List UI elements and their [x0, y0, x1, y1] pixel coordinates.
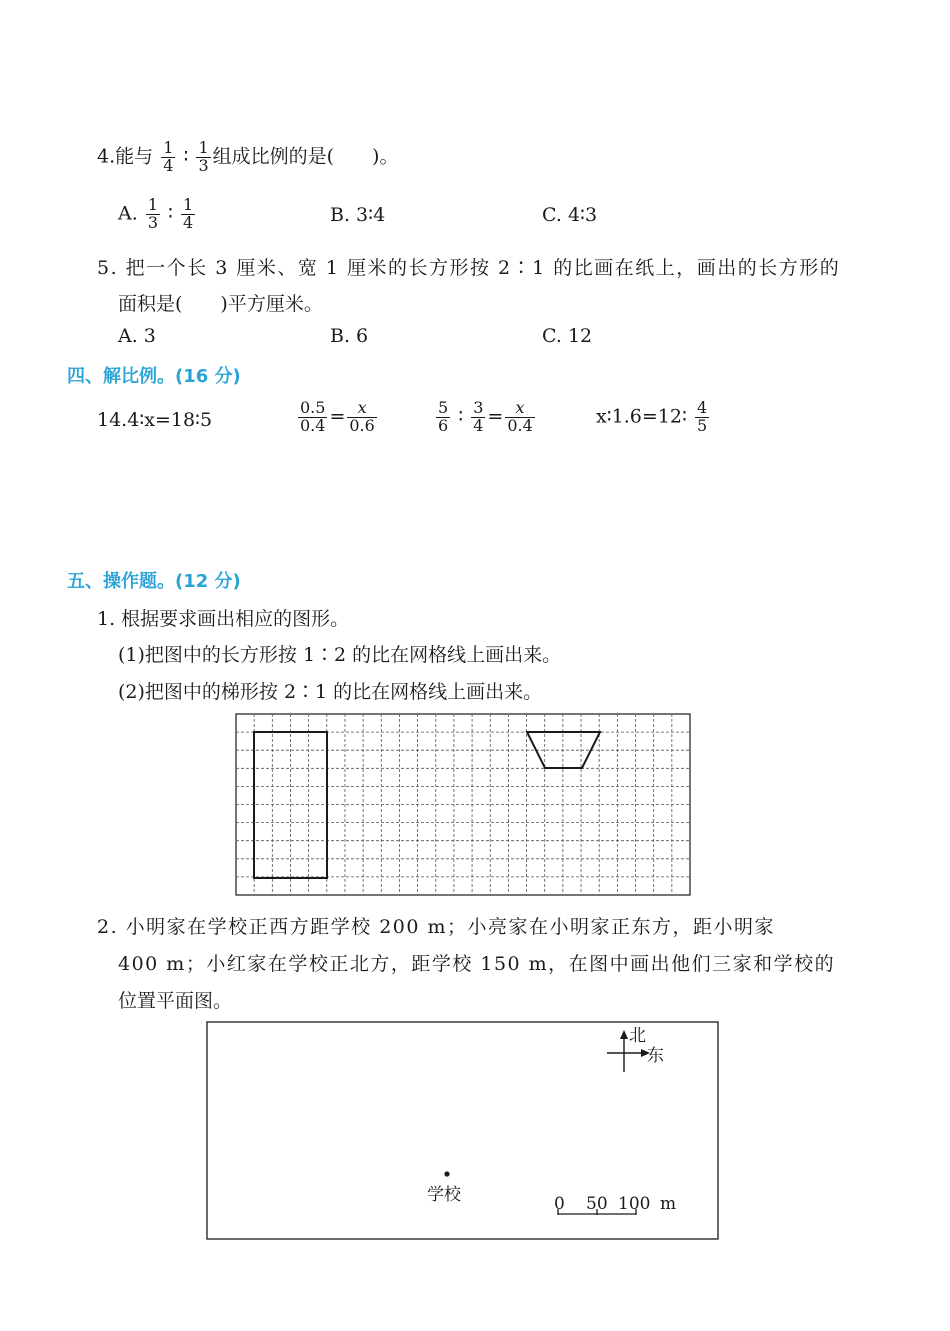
q4-option-a-fraction-1: $\frac{1}{3}$: [147, 195, 158, 232]
q2-line-2: 400 m；小红家在学校正北方，距学校 150 m，在图中画出他们三家和学校的: [118, 953, 836, 975]
proportion-equation-2: $\frac{0.5}{0.4}$ = $\frac{x}{0.6}$: [300, 398, 375, 435]
q4-fraction-2: $\frac{1}{3}$: [198, 138, 209, 175]
q5-option-a[interactable]: A. 3: [118, 325, 156, 347]
north-label: 北: [629, 1026, 646, 1046]
q2-line-1: 2. 小明家在学校正西方距学校 200 m；小亮家在小明家正东方，距小明家: [97, 916, 776, 938]
q5-line-1: 5. 把一个长 3 厘米、宽 1 厘米的长方形按 2∶1 的比画在纸上，画出的长方形的: [97, 257, 841, 279]
q5-option-b[interactable]: B. 6: [330, 325, 369, 347]
section-5-title: 五、操作题。(12 分): [67, 571, 241, 592]
q5-line-2: 面积是( )平方厘米。: [118, 293, 323, 315]
q4-option-c[interactable]: C. 4∶3: [542, 204, 598, 226]
scale-50: 50: [586, 1194, 608, 1214]
scale-0: 0: [554, 1194, 565, 1214]
map-box[interactable]: [207, 1022, 718, 1239]
q4-option-b[interactable]: B. 3∶4: [330, 204, 386, 226]
east-label: 东: [647, 1046, 664, 1066]
q1-title: 1. 根据要求画出相应的图形。: [97, 608, 350, 630]
section-4-title: 四、解比例。(16 分): [67, 366, 241, 387]
scale-bar: [554, 1194, 676, 1215]
q1-sub-1: (1)把图中的长方形按 1∶2 的比在网格线上画出来。: [118, 644, 562, 666]
q5-option-c[interactable]: C. 12: [542, 325, 593, 347]
proportion-equation-1: 14.4∶x=18∶5: [97, 409, 213, 431]
q1-sub-2: (2)把图中的梯形按 2∶1 的比在网格线上画出来。: [118, 681, 543, 703]
q4-option-a[interactable]: A. $\frac{1}{3}$ ∶ $\frac{1}{4}$: [118, 195, 194, 232]
q4-option-a-fraction-2: $\frac{1}{4}$: [183, 195, 194, 232]
compass: [607, 1026, 664, 1072]
scale-100: 100: [618, 1194, 651, 1214]
q4-fraction-1: $\frac{1}{4}$: [163, 138, 174, 175]
proportion-equation-4: x∶1.6=12∶ $\frac{4}{5}$: [596, 398, 708, 435]
proportion-equation-3: $\frac{5}{6}$ ∶ $\frac{3}{4}$ = $\frac{x}{0.4}$: [438, 398, 533, 435]
school-dot: [444, 1171, 449, 1176]
school-label: 学校: [427, 1185, 461, 1205]
q4-stem: 4.能与 $\frac{1}{4}$ ∶ $\frac{1}{3}$ 组成比例的是( )。: [97, 138, 399, 175]
scale-unit: m: [660, 1194, 677, 1214]
q2-line-3: 位置平面图。: [118, 990, 233, 1012]
grid-paper[interactable]: [236, 714, 690, 895]
